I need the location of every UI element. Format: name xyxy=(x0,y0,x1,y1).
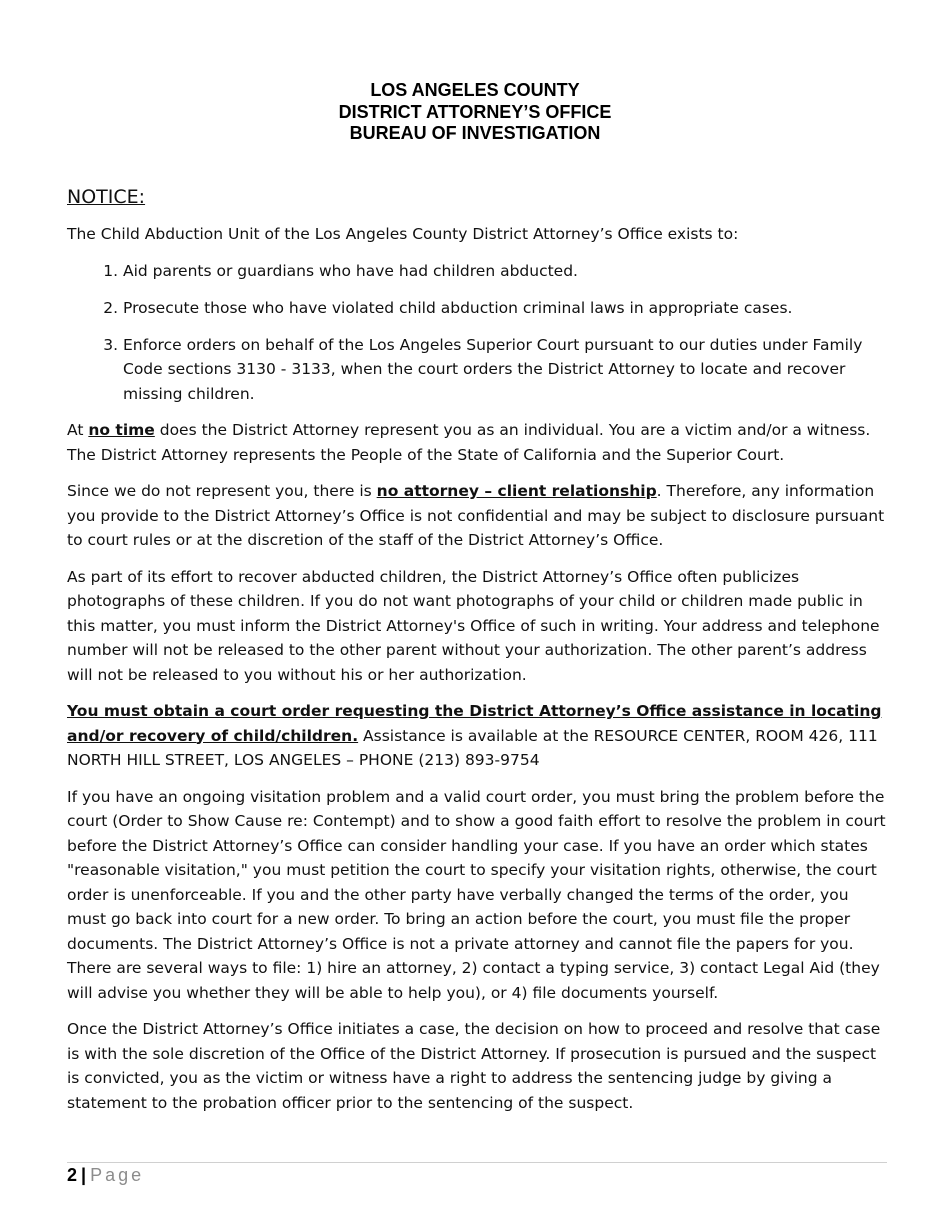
header-office: DISTRICT ATTORNEY’S OFFICE xyxy=(338,101,612,122)
page-footer xyxy=(67,1164,144,1186)
relationship-emphasis: no attorney – client relationship xyxy=(376,482,657,500)
relationship-before: Since we do not represent you, there is xyxy=(67,482,377,500)
document-header xyxy=(0,80,950,145)
header-county: LOS ANGELES COUNTY xyxy=(370,80,580,100)
header-bureau: BUREAU OF INVESTIGATION xyxy=(349,123,601,143)
notice-heading: NOTICE: xyxy=(67,186,146,208)
page-label: Page xyxy=(90,1165,145,1185)
document-body xyxy=(67,184,887,1127)
list-item: 2. Prosecute those who have violated child abduction criminal laws in appropriate cases. xyxy=(123,296,887,321)
footer-divider xyxy=(67,1162,887,1163)
intro-paragraph: The Child Abduction Unit of the Los Angeles County District Attorney’s Office exists to: xyxy=(67,225,739,243)
no-time-emphasis: no time xyxy=(88,421,155,439)
photographs-paragraph: As part of its effort to recover abducted children, the District Attorney’s Office often publicizes photographs of these children. If you do not want photographs of your child or children made public in this matter, you must inform the District Attorney's Office of such in writing. Your address and telephone number will not be released to the other parent without your authorization. The other parent’s address will not be released to you without his or her authorization. xyxy=(67,567,880,684)
no-time-before: At xyxy=(67,421,89,439)
court-order-paragraph xyxy=(67,699,887,773)
list-item: 1. Aid parents or guardians who have had children abducted. xyxy=(123,259,887,284)
court-order-emphasis: You must obtain a court order requesting the District Attorney’s Office assistance in locating and/or recovery of child/children. xyxy=(67,702,882,745)
no-time-after: does the District Attorney represent you as an individual. You are a victim and/or a witness. The District Attorney represents the People of the State of California and the Superior Court. xyxy=(67,421,871,464)
relationship-paragraph xyxy=(67,479,887,553)
footer-separator: | xyxy=(81,1165,87,1185)
visitation-paragraph: If you have an ongoing visitation problem and a valid court order, you must bring the problem before the court (Order to Show Cause re: Contempt) and to show a good faith effort to resolve the problem in court before the District Attorney’s Office can consider handling your case. If you have an order which states "reasonable visitation," you must petition the court to specify your visitation rights, otherwise, the court order is unenforceable. If you and the other party have verbally changed the terms of the order, you must go back into court for a new order. To bring an action before the court, you must file the proper documents. The District Attorney’s Office is not a private attorney and cannot file the papers for you. There are several ways to file: 1) hire an attorney, 2) contact a typing service, 3) contact Legal Aid (they will advise you whether they will be able to help you), or 4) file documents yourself. xyxy=(67,787,886,1002)
no-time-paragraph xyxy=(67,418,887,467)
court-order-after: Assistance is available at the RESOURCE CENTER, ROOM 426, 111 NORTH HILL STREET, LOS ANGELES – PHONE (213) 893-9754 xyxy=(67,726,878,769)
page-number: 2 xyxy=(67,1165,78,1185)
prosecution-paragraph: Once the District Attorney’s Office initiates a case, the decision on how to proceed and resolve that case is with the sole discretion of the Office of the District Attorney. If prosecution is pursued and the suspect is convicted, you as the victim or witness have a right to address the sentencing judge by giving a statement to the probation officer prior to the sentencing of the suspect. xyxy=(67,1020,881,1112)
purpose-list xyxy=(67,259,887,407)
relationship-after: . Therefore, any information you provide to the District Attorney’s Office is not confidential and may be subject to disclosure pursuant to court rules or at the discretion of the staff of the District Attorney’s Office. xyxy=(67,482,885,549)
list-item: 3. Enforce orders on behalf of the Los Angeles Superior Court pursuant to our duties under Family Code sections 3130 - 3133, when the court orders the District Attorney to locate and recover missing children. xyxy=(123,333,887,407)
